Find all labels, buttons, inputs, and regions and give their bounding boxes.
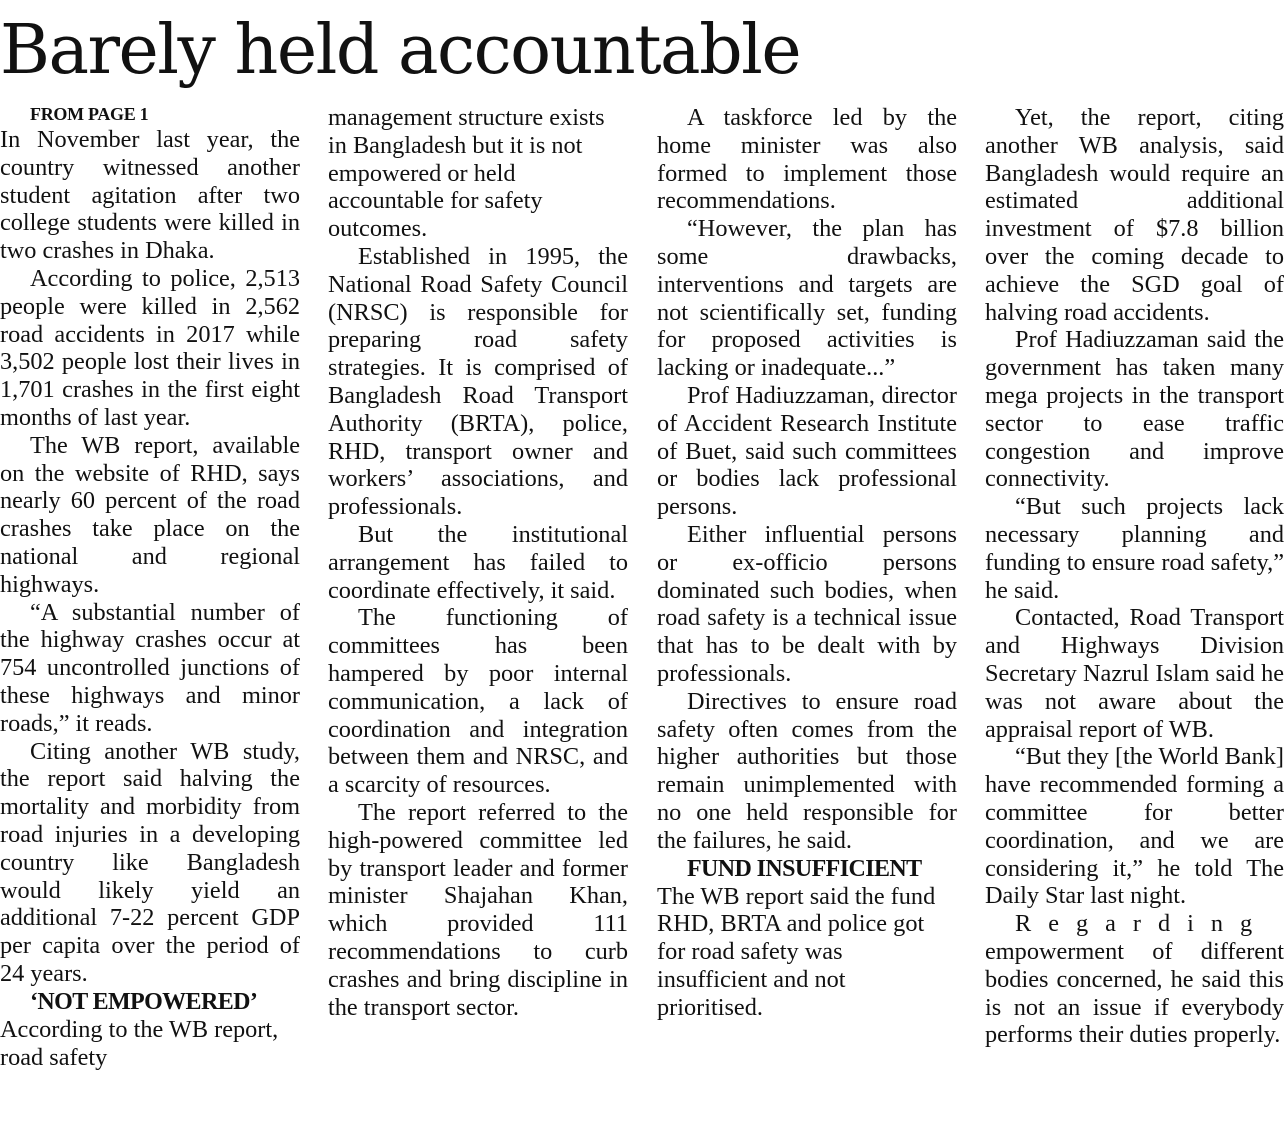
paragraph: Contacted, Road Transport and Highways Division Secretary Nazrul Islam said he was not aware about the appraisal report of WB. (985, 604, 1284, 743)
subheading-fund-insufficient: FUND INSUFFICIENT (687, 855, 922, 882)
paragraph: Either influential persons or ex-officio persons dominated such bodies, when road safety is a technical issue that has to be dealt with by professionals. (657, 520, 957, 687)
paragraph-rest: empowerment of different bodies concerned, he said this is not an issue if everybody performs their duties properly. (985, 937, 1284, 1049)
paragraph: Prof Hadiuzzaman said the government has taken many mega projects in the transport sector to ease traffic congestion and improve connectivity. (985, 326, 1284, 493)
paragraph: But the institutional arrangement has failed to coordinate effectively, it said. (328, 520, 628, 604)
paragraph: A taskforce led by the home minister was also formed to implement those recommendations. (657, 104, 957, 215)
article-column-1 (0, 102, 300, 1071)
paragraph: The WB report, available on the website of RHD, says nearly 60 percent of the road crashes take place on the national and regional highways. (0, 431, 300, 598)
paragraph: management structure exists in Bangladesh but it is not empowered or held accountable for safety outcomes. (328, 104, 605, 243)
article-column-3 (657, 102, 957, 1022)
article-column-2 (328, 102, 628, 1021)
headline: Barely held accountable (0, 11, 801, 90)
paragraph (985, 910, 1284, 1049)
continuation-kicker: FROM PAGE 1 (30, 104, 149, 124)
paragraph: “However, the plan has some drawbacks, interventions and targets are not scientifically set, funding for proposed activities is lacking or inadequate...” (657, 215, 957, 382)
paragraph: The report referred to the high-powered committee led by transport leader and former minister Shajahan Khan, which provided 111 recommendations to curb crashes and bring discipline in the transport sector. (328, 798, 628, 1021)
paragraph: In November last year, the country witnessed another student agitation after two college students were killed in two crashes in Dhaka. (0, 126, 300, 265)
article-column-4 (985, 102, 1284, 1049)
spaced-lead-word: Regarding (1015, 910, 1270, 938)
paragraph: Citing another WB study, the report said halving the mortality and morbidity from road injuries in a developing country like Bangladesh would likely yield an additional 7-22 percent GDP per capita over the period of 24 years. (0, 737, 300, 987)
paragraph: Prof Hadiuzzaman, director of Accident Research Institute of Buet, said such committees or bodies lack professional persons. (657, 381, 957, 521)
subheading-not-empowered: ‘NOT EMPOWERED’ (30, 988, 258, 1015)
paragraph: Directives to ensure road safety often comes from the higher authorities but those remain unimplemented with no one held responsible for the failures, he said. (657, 687, 957, 854)
paragraph: Established in 1995, the National Road Safety Council (NRSC) is responsible for preparing road safety strategies. It is comprised of Bangladesh Road Transport Authority (BRTA), police, RHD, transport owner and workers’ associations, and professionals. (328, 242, 628, 521)
paragraph: Yet, the report, citing another WB analysis, said Bangladesh would require an estimated additional investment of $7.8 billion over the coming decade to achieve the SGD goal of halving road accidents. (985, 104, 1284, 326)
paragraph: “But they [the World Bank] have recommended forming a committee for better coordination, and we are considering it,” he told The Daily Star last night. (985, 743, 1284, 910)
paragraph: The WB report said the fund RHD, BRTA and police got for road safety was insufficient and not prioritised. (657, 882, 936, 1021)
paragraph: “A substantial number of the highway crashes occur at 754 uncontrolled junctions of these highways and minor roads,” it reads. (0, 598, 300, 737)
paragraph: According to the WB report, road safety (0, 1015, 279, 1071)
paragraph: “But such projects lack necessary planning and funding to ensure road safety,” he said. (985, 493, 1284, 604)
paragraph: According to police, 2,513 people were killed in 2,562 road accidents in 2017 while 3,502 people lost their lives in 1,701 crashes in the first eight months of last year. (0, 264, 300, 431)
paragraph: The functioning of committees has been hampered by poor internal communication, a lack of coordination and integration between them and NRSC, and a scarcity of resources. (328, 604, 628, 799)
